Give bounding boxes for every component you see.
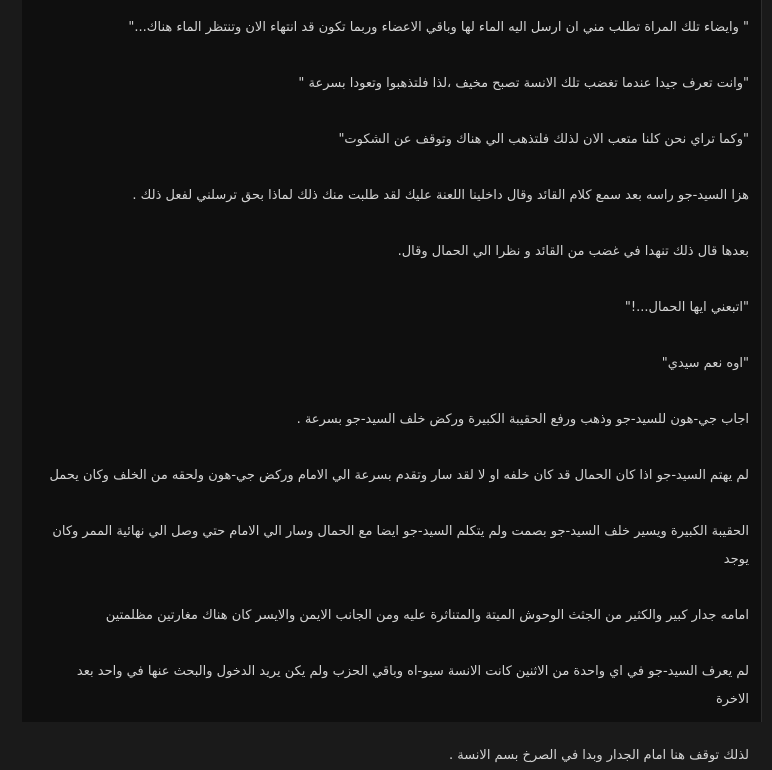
paragraph: "اتبعني ايها الحمال...!" [624,300,749,315]
paragraph: هزا السيد-جو راسه بعد سمع كلام القائد وقال داخلينا اللعنة عليك لقد طلبت منك ذلك لماذا بحق ترسلني لفعل ذلك . [132,188,749,203]
paragraph: "اوه نعم سيدي" [661,356,749,371]
paragraph: الحقيبة الكبيرة ويسير خلف السيد-جو بصمت ولم يتكلم السيد-جو ايضا مع الحمال وسار الي الامام حتي وصل الي نهائية الممر وكان يوجد [52,524,749,567]
page-edge [762,0,772,722]
paragraph: لذلك توقف هنا امام الجدار وبدا في الصرخ بسم الانسة . [448,748,749,763]
paragraph: "وانت تعرف جيدا عندما تغضب تلك الانسة تصبح مخيف ،لذا فلتذهبوا وتعودا بسرعة " [298,76,749,91]
paragraph: لم يعرف السيد-جو في اي واحدة من الاثنين كانت الانسة سيو-اه وباقي الحزب ولم يكن يريد الدخول والبحث عنها في واحد بعد الاخرة [76,664,749,707]
chapter-text-panel[interactable] [22,0,762,763]
paragraph: " وايضاء تلك المراة تطلب مني ان ارسل اليه الماء لها وباقي الاعضاء وربما تكون قد انتهاء الان وتنتظر الماء هناك..." [128,20,749,35]
paragraph: امامه جدار كبير والكثير من الجثث الوحوش الميتة والمتناثرة عليه ومن الجانب الايمن والايسر كان هناك مغارتين مظلمتين [105,608,749,623]
chapter-content [22,0,761,770]
paragraph: اجاب جي-هون للسيد-جو وذهب ورفع الحقيبة الكبيرة وركض خلف السيد-جو بسرعة . [296,412,749,427]
paragraph: لم يهتم السيد-جو اذا كان الحمال قد كان خلفه او لا لقد سار وتقدم بسرعة الي الامام وركض جي-هون ولحقه من الخلف وكان يحمل [49,468,749,483]
paragraph: "وكما تراي نحن كلنا متعب الان لذلك فلتذهب الي هناك وتوقف عن الشكوت" [338,132,749,147]
paragraph: بعدها قال ذلك تنهدا في غضب من القائد و نظرا الي الحمال وقال. [397,244,749,259]
